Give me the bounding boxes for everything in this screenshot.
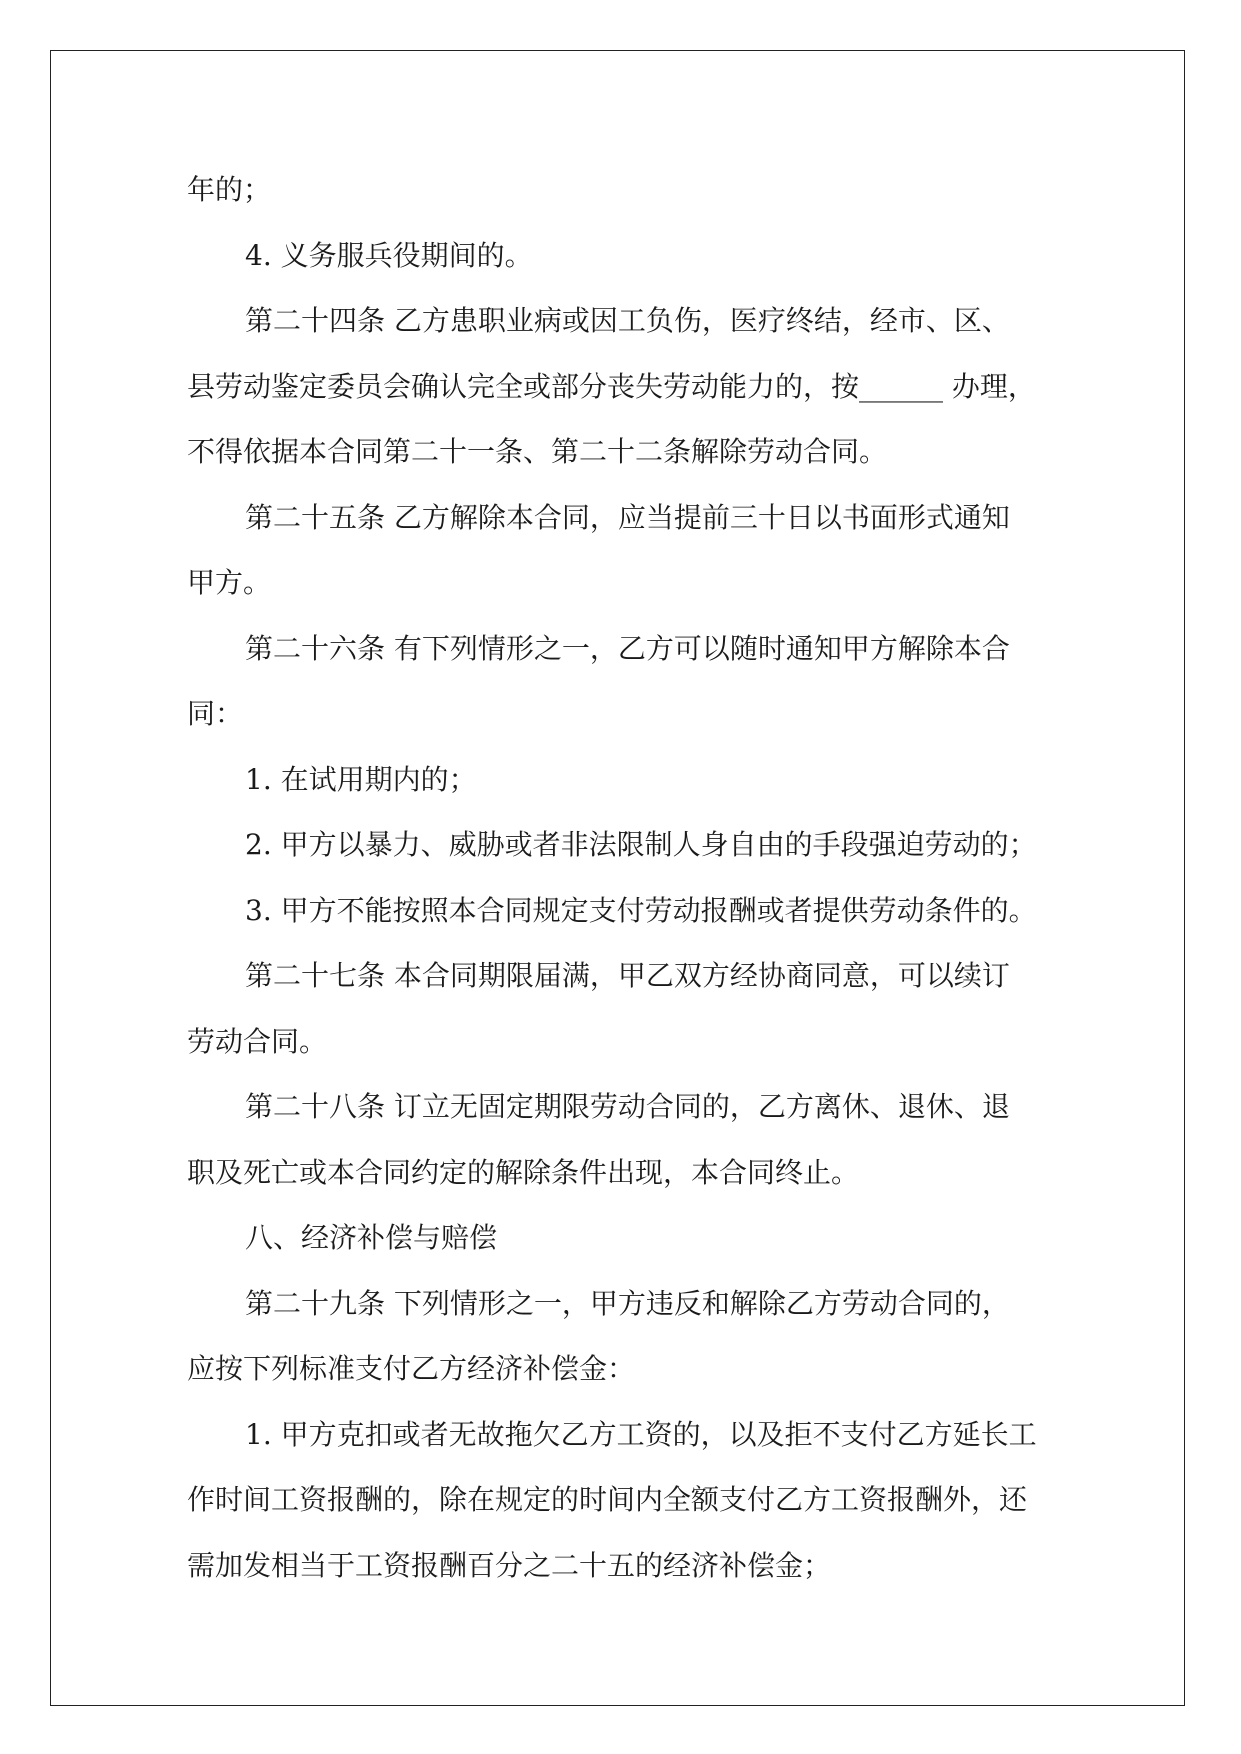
list-item-line-3: 需加发相当于工资报酬百分之二十五的经济补偿金； — [187, 1548, 832, 1582]
list-item-line-1: 1. 甲方克扣或者无故拖欠乙方工资的，以及拒不支付乙方延长工 — [245, 1417, 1037, 1451]
article-27-line-2: 劳动合同。 — [187, 1024, 328, 1058]
article-25-line-1: 第二十五条 乙方解除本合同，应当提前三十日以书面形式通知 — [245, 500, 1010, 534]
article-29-line-1: 第二十九条 下列情形之一，甲方违反和解除乙方劳动合同的， — [245, 1286, 1010, 1320]
article-25-line-2: 甲方。 — [187, 566, 272, 599]
list-item: 2. 甲方以暴力、威胁或者非法限制人身自由的手段强迫劳动的； — [245, 828, 1037, 861]
article-29-line-2: 应按下列标准支付乙方经济补偿金： — [187, 1352, 636, 1385]
article-26-line-1: 第二十六条 有下列情形之一，乙方可以随时通知甲方解除本合 — [245, 631, 1010, 665]
article-27-line-1: 第二十七条 本合同期限届满，甲乙双方经协商同意，可以续订 — [245, 959, 1010, 992]
article-24-line-3: 不得依据本合同第二十一条、第二十二条解除劳动合同。 — [187, 435, 888, 468]
article-28-line-2: 职及死亡或本合同约定的解除条件出现，本合同终止。 — [187, 1155, 860, 1189]
text-line: 年的； — [187, 173, 272, 206]
article-28-line-1: 第二十八条 订立无固定期限劳动合同的，乙方离休、退休、退 — [245, 1090, 1010, 1123]
list-item-line-2: 作时间工资报酬的，除在规定的时间内全额支付乙方工资报酬外，还 — [187, 1483, 1028, 1516]
article-24-line-2: 县劳动鉴定委员会确认完全或部分丧失劳动能力的，按______ 办理， — [187, 369, 1036, 403]
article-24-line-1: 第二十四条 乙方患职业病或因工负伤，医疗终结，经市、区、 — [245, 304, 1010, 337]
list-item: 4. 义务服兵役期间的。 — [245, 238, 533, 272]
list-item: 1. 在试用期内的； — [245, 762, 477, 796]
section-heading: 八、经济补偿与赔偿 — [245, 1221, 498, 1254]
list-item: 3. 甲方不能按照本合同规定支付劳动报酬或者提供劳动条件的。 — [245, 893, 1037, 927]
document-body — [187, 157, 1067, 1598]
article-26-line-2: 同： — [187, 697, 244, 730]
